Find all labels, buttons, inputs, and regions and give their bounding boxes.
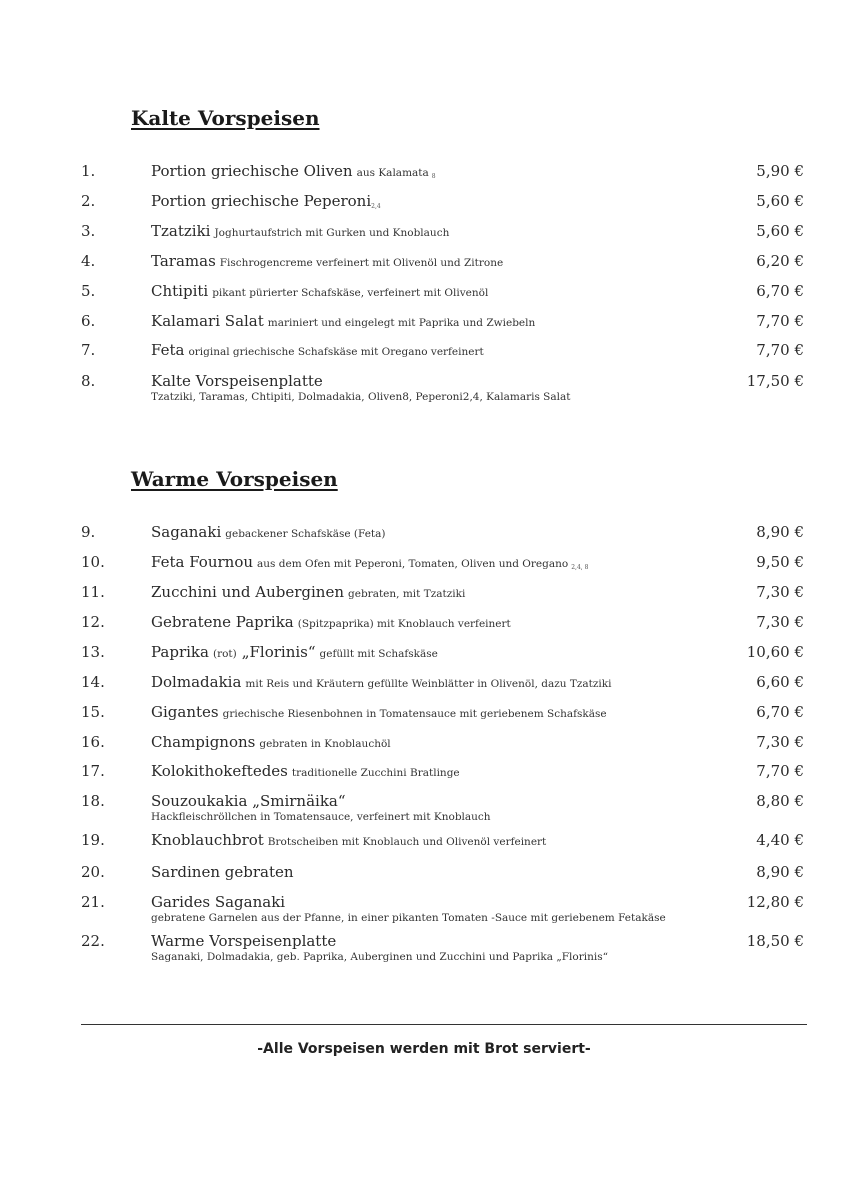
- item-price: 9,50 €: [756, 553, 804, 571]
- item-number: 7.: [81, 341, 96, 359]
- allergen-codes: 2,4, 8: [571, 564, 589, 571]
- item-number: 19.: [81, 831, 105, 849]
- item-number: 4.: [81, 252, 96, 270]
- item-description: aus Kalamata: [356, 167, 429, 179]
- item-line: [151, 312, 535, 330]
- item-number: 5.: [81, 282, 96, 300]
- item-price: 10,60 €: [746, 643, 804, 661]
- item-name: Kalte Vorspeisenplatte: [151, 372, 323, 390]
- item-line: [151, 523, 386, 541]
- item-number: 17.: [81, 762, 105, 780]
- item-description: Joghurtaufstrich mit Gurken und Knoblauch: [214, 227, 450, 239]
- item-name: Feta Fournou: [151, 553, 254, 571]
- section-title-warme: Warme Vorspeisen: [131, 467, 338, 491]
- item-line: [151, 222, 449, 240]
- item-description: Brotscheiben mit Knoblauch und Olivenöl verfeinert: [267, 836, 547, 848]
- item-price: 7,30 €: [756, 733, 804, 751]
- section-title-kalte: Kalte Vorspeisen: [131, 106, 320, 130]
- item-description: aus dem Ofen mit Peperoni, Tomaten, Oliven und Oregano: [257, 558, 569, 570]
- item-description: gebraten, mit Tzatziki: [348, 588, 466, 600]
- item-description: (Spitzpaprika) mit Knoblauch verfeinert: [297, 618, 511, 630]
- item-price: 8,80 €: [756, 792, 804, 810]
- item-name: Gebratene Paprika: [151, 613, 294, 631]
- item-name: Tzatziki: [151, 222, 211, 240]
- item-name: Souzoukakia „Smirnäika“: [151, 792, 346, 810]
- item-price: 6,70 €: [756, 703, 804, 721]
- item-price: 7,70 €: [756, 312, 804, 330]
- item-number: 3.: [81, 222, 96, 240]
- item-number: 16.: [81, 733, 105, 751]
- item-price: 17,50 €: [746, 372, 804, 390]
- item-description: gebackener Schafskäse (Feta): [225, 528, 386, 540]
- item-line: [151, 831, 546, 849]
- item-number: 8.: [81, 372, 96, 390]
- footer-note: -Alle Vorspeisen werden mit Brot serviert-: [257, 1041, 591, 1057]
- item-line: [151, 372, 323, 390]
- item-number: 20.: [81, 863, 105, 881]
- item-description: mit Reis und Kräutern gefüllte Weinblätter in Olivenöl, dazu Tzatziki: [245, 678, 612, 690]
- item-line: [151, 553, 588, 571]
- item-number: 12.: [81, 613, 105, 631]
- item-name: Feta: [151, 341, 185, 359]
- item-name: Garides Saganaki: [151, 893, 286, 911]
- item-description: original griechische Schafskäse mit Oregano verfeinert: [188, 346, 484, 358]
- item-price: 7,70 €: [756, 762, 804, 780]
- item-number: 14.: [81, 673, 105, 691]
- item-price: 12,80 €: [746, 893, 804, 911]
- item-price: 6,60 €: [756, 673, 804, 691]
- item-number: 1.: [81, 162, 96, 180]
- item-line: [151, 192, 381, 210]
- item-price: 6,20 €: [756, 252, 804, 270]
- item-price: 7,30 €: [756, 583, 804, 601]
- item-line: [151, 282, 488, 300]
- item-name: Paprika: [151, 643, 209, 661]
- item-name: Sardinen gebraten: [151, 863, 294, 881]
- item-price: 18,50 €: [746, 932, 804, 950]
- item-description: gebraten in Knoblauchöl: [259, 738, 391, 750]
- item-name: Chtipiti: [151, 282, 209, 300]
- item-name: Taramas: [151, 252, 216, 270]
- item-price: 5,60 €: [756, 192, 804, 210]
- allergen-codes: 8: [431, 173, 436, 180]
- allergen-codes: 2,4: [371, 203, 381, 210]
- item-line: [151, 863, 294, 881]
- item-number: 22.: [81, 932, 105, 950]
- item-line: [151, 583, 465, 601]
- item-description: griechische Riesenbohnen in Tomatensauce mit geriebenem Schafskäse: [222, 708, 607, 720]
- divider-line: [81, 1024, 807, 1025]
- item-name: Dolmadakia: [151, 673, 242, 691]
- item-description: mariniert und eingelegt mit Paprika und Zwiebeln: [267, 317, 536, 329]
- item-number: 2.: [81, 192, 96, 210]
- item-name: Portion griechische Peperoni: [151, 192, 372, 210]
- item-name: Warme Vorspeisenplatte: [151, 932, 337, 950]
- item-description: pikant pürierter Schafskäse, verfeinert mit Olivenöl: [212, 287, 489, 299]
- item-line: [151, 733, 391, 751]
- item-number: 18.: [81, 792, 105, 810]
- item-sub-description: Saganaki, Dolmadakia, geb. Paprika, Auberginen und Zucchini und Paprika „Florinis“: [151, 951, 608, 963]
- item-description-extra: gefüllt mit Schafskäse: [319, 648, 438, 660]
- item-price: 5,90 €: [756, 162, 804, 180]
- item-price: 7,70 €: [756, 341, 804, 359]
- item-number: 15.: [81, 703, 105, 721]
- item-sub-description: Tzatziki, Taramas, Chtipiti, Dolmadakia, Oliven8, Peperoni2,4, Kalamaris Salat: [151, 391, 571, 403]
- item-name: Portion griechische Oliven: [151, 162, 353, 180]
- item-line: [151, 932, 336, 950]
- item-line: [151, 252, 503, 270]
- item-description: Fischrogencreme verfeinert mit Olivenöl und Zitrone: [219, 257, 504, 269]
- item-price: 7,30 €: [756, 613, 804, 631]
- item-number: 9.: [81, 523, 96, 541]
- item-description: (rot): [212, 648, 237, 660]
- item-number: 11.: [81, 583, 105, 601]
- item-sub-description: gebratene Garnelen aus der Pfanne, in einer pikanten Tomaten -Sauce mit geriebenem Fetakäse: [151, 912, 666, 924]
- item-line: [151, 703, 607, 721]
- item-name: Gigantes: [151, 703, 219, 721]
- item-name: Kolokithokeftedes: [151, 762, 288, 780]
- item-line: [151, 341, 484, 359]
- item-line: [151, 643, 438, 661]
- item-number: 21.: [81, 893, 105, 911]
- item-name: Zucchini und Auberginen: [151, 583, 345, 601]
- item-number: 13.: [81, 643, 105, 661]
- item-price: 5,60 €: [756, 222, 804, 240]
- item-price: 6,70 €: [756, 282, 804, 300]
- item-number: 6.: [81, 312, 96, 330]
- item-line: [151, 893, 285, 911]
- item-name: Saganaki: [151, 523, 222, 541]
- item-line: [151, 613, 511, 631]
- item-line: [151, 762, 460, 780]
- item-name: Champignons: [151, 733, 256, 751]
- item-name-extra: „Florinis“: [241, 643, 316, 661]
- item-price: 4,40 €: [756, 831, 804, 849]
- item-line: [151, 792, 346, 810]
- item-line: [151, 673, 611, 691]
- item-price: 8,90 €: [756, 863, 804, 881]
- item-name: Knoblauchbrot: [151, 831, 264, 849]
- item-price: 8,90 €: [756, 523, 804, 541]
- item-sub-description: Hackfleischröllchen in Tomatensauce, verfeinert mit Knoblauch: [151, 811, 491, 823]
- item-line: [151, 162, 436, 180]
- item-description: traditionelle Zucchini Bratlinge: [291, 767, 460, 779]
- item-name: Kalamari Salat: [151, 312, 264, 330]
- item-number: 10.: [81, 553, 105, 571]
